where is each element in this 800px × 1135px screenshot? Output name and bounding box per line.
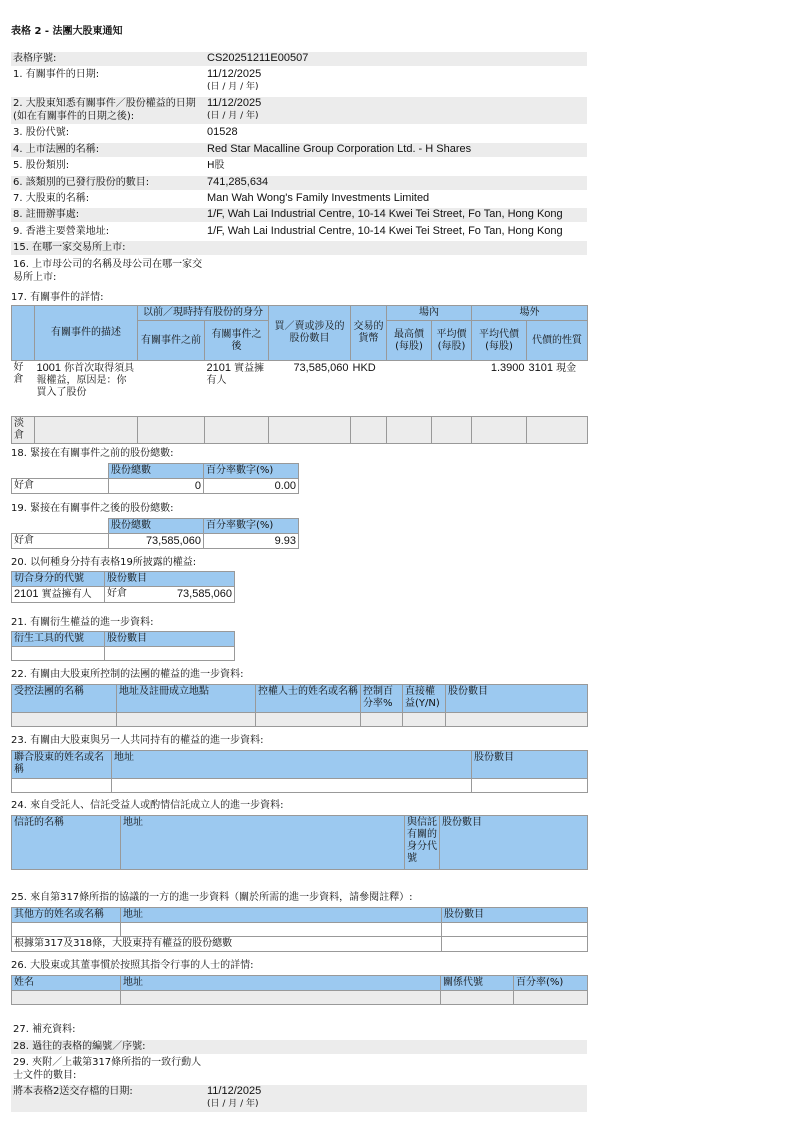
s22-title: 22. 有關由大股東所控制的法團的權益的進一步資料: (11, 669, 244, 680)
s26-table (11, 975, 588, 1005)
s25-title: 25. 來自第317條所指的協議的一方的進一步資料（關於所需的進一步資料，請參閱註釋）: (11, 892, 413, 903)
s20-table (11, 571, 235, 603)
s26-h-pct: 百分率(%) (514, 976, 588, 991)
s17-h-avgcons: 平均代價(每股) (472, 321, 527, 361)
exchange-row (11, 241, 587, 255)
s19-table (11, 518, 299, 549)
s17-event-code: 1001 (36, 362, 61, 374)
exchange-value (204, 241, 587, 255)
s17-shares: 73,585,060 (293, 362, 349, 374)
s17-h-nature: 代價的性質 (527, 321, 588, 361)
s28-row (11, 1040, 587, 1054)
s19-h-total: 股份總數 (109, 519, 204, 534)
s17-h-after: 有關事件之後 (205, 321, 269, 361)
s17-h-avg: 平均價(每股) (432, 321, 472, 361)
company-name-value: Red Star Macalline Group Corporation Ltd. - H Shares (207, 143, 472, 155)
s20-pos: 好倉 (107, 588, 127, 599)
s21-title: 21. 有關衍生權益的進一步資料: (11, 617, 154, 628)
registered-office-value: 1/F, Wah Lai Industrial Centre, 10-14 Kwei Tei Street, Fo Tan, Hong Kong (207, 208, 563, 220)
s21-table (11, 631, 235, 661)
serial-row (11, 52, 587, 66)
s17-event-desc: 你首次取得須具報權益，原因是：你買入了股份 (36, 363, 135, 398)
parent-label: 16. 上市母公司的名稱及母公司在哪一家交易所上市: (13, 259, 203, 283)
s18-title: 18. 緊接在有關事件之前的股份總數: (11, 448, 174, 459)
s17-h-event: 有關事件的描述 (35, 306, 138, 361)
s17-currency: HKD (352, 362, 376, 374)
hk-address-label: 9. 香港主要營業地址: (13, 226, 110, 237)
s23-h-name: 聯合股東的姓名或名稱 (12, 751, 112, 779)
registered-office-label: 8. 註冊辦事處: (13, 209, 80, 220)
parent-row (11, 258, 587, 285)
s17-h-before: 有關事件之前 (138, 321, 205, 361)
s22-h-direct: 直接權益(Y/N) (403, 685, 446, 713)
s19-pct: 9.93 (204, 534, 299, 549)
event-date-value: 11/12/2025 (207, 68, 262, 80)
s17-table (11, 305, 588, 444)
s20-h-code: 切合身分的代號 (12, 572, 105, 587)
s20-title: 20. 以何種身分持有表格19所披露的權益: (11, 557, 197, 568)
s17-h-shares: 買／賣或涉及的股份數目 (269, 306, 351, 361)
aware-date-value: 11/12/2025 (207, 97, 262, 109)
s25-total-label: 根據第317及318條，大股東持有權益的股份總數 (12, 937, 442, 952)
s17-avg-cons: 1.3900 (490, 362, 525, 374)
s20-code: 2101 (14, 588, 39, 600)
aware-date-format: (日 / 月 / 年) (207, 111, 259, 121)
registered-office-row (11, 208, 587, 222)
event-date-row (11, 68, 587, 94)
aware-date-row (11, 97, 587, 124)
s17-h-capacity: 以前／現時持有股份的身分 (138, 306, 269, 321)
s20-num: 73,585,060 (176, 588, 232, 600)
filing-date-row (11, 1085, 587, 1112)
s20-h-num: 股份數目 (105, 572, 235, 587)
s26-h-addr: 地址 (121, 976, 441, 991)
s17-nature-code: 3101 (528, 362, 553, 374)
share-class-value: H股 (207, 160, 225, 171)
s19-title: 19. 緊接在有關事件之後的股份總數: (11, 503, 174, 514)
s24-h-role: 與信託有關的身分代號 (405, 816, 440, 870)
s28-title: 28. 過往的表格的編號／序號: (13, 1041, 146, 1052)
s25-h-name: 其他方的姓名或名稱 (12, 908, 121, 923)
s18-pct: 0.00 (204, 479, 299, 494)
s24-h-name: 信託的名稱 (12, 816, 121, 870)
s27-row (11, 1023, 587, 1037)
s17-h-high: 最高價(每股) (387, 321, 432, 361)
s29-title: 29. 夾附／上載第317條所指的一致行動人士文件的數目: (13, 1057, 202, 1081)
stock-code-row (11, 126, 587, 140)
s22-h-name: 受控法團的名稱 (12, 685, 117, 713)
s22-table (11, 684, 588, 727)
serial-label: 表格序號: (13, 53, 57, 64)
issued-shares-label: 6. 該類別的已發行股份的數目: (13, 177, 150, 188)
hk-address-row (11, 225, 587, 239)
s17-h-currency: 交易的貨幣 (351, 306, 387, 361)
event-date-format: (日 / 月 / 年) (207, 82, 259, 92)
s22-h-num: 股份數目 (446, 685, 588, 713)
s25-h-num: 股份數目 (442, 908, 588, 923)
s17-title: 17. 有關事件的詳情: (11, 292, 104, 303)
s25-table (11, 907, 588, 952)
shareholder-name-value: Man Wah Wong's Family Investments Limited (207, 192, 430, 204)
s23-h-num: 股份數目 (472, 751, 588, 779)
event-date-label: 1. 有關事件的日期: (13, 69, 100, 80)
shareholder-name-label: 7. 大股東的名稱: (13, 193, 90, 204)
s17-nature-desc: 現金 (556, 363, 577, 374)
filing-date-label: 將本表格2送交存檔的日期: (13, 1086, 133, 1097)
s24-table (11, 815, 588, 870)
s17-h-onex: 場內 (387, 306, 472, 321)
filing-date-value: 11/12/2025 (207, 1085, 262, 1097)
s17-long-label: 好倉 (13, 362, 24, 385)
s17-short-row (12, 417, 588, 444)
s22-h-addr: 地址及註冊成立地點 (117, 685, 256, 713)
stock-code-value: 01528 (207, 126, 238, 138)
s23-title: 23. 有關由大股東與另一人共同持有的權益的進一步資料: (11, 735, 264, 746)
hk-address-value: 1/F, Wah Lai Industrial Centre, 10-14 Kwei Tei Street, Fo Tan, Hong Kong (207, 225, 563, 237)
filing-date-format: (日 / 月 / 年) (207, 1099, 259, 1109)
serial-value: CS20251211E00507 (207, 52, 309, 64)
s22-h-controller: 控權人士的姓名或名稱 (256, 685, 361, 713)
s29-row (11, 1056, 587, 1083)
s27-title: 27. 補充資料: (13, 1024, 76, 1035)
s18-table (11, 463, 299, 494)
company-name-label: 4. 上市法團的名稱: (13, 144, 100, 155)
shareholder-name-row (11, 192, 587, 206)
s23-table (11, 750, 588, 793)
form-title: 表格 2 - 法團大股東通知 (11, 26, 123, 37)
company-name-row (11, 143, 587, 157)
s20-desc: 實益擁有人 (41, 589, 92, 600)
share-class-label: 5. 股份類別: (13, 160, 70, 171)
s18-total: 0 (109, 479, 204, 494)
s18-label: 好倉 (12, 479, 109, 494)
s25-h-addr: 地址 (121, 908, 442, 923)
stock-code-label: 3. 股份代號: (13, 127, 70, 138)
s17-long-row (12, 361, 588, 417)
s23-h-addr: 地址 (112, 751, 472, 779)
s21-h-num: 股份數目 (105, 632, 235, 647)
s18-h-pct: 百分率數字(%) (204, 464, 299, 479)
s19-h-pct: 百分率數字(%) (204, 519, 299, 534)
s22-h-pct: 控制百分率% (361, 685, 403, 713)
s17-short-label: 淡倉 (12, 417, 35, 444)
parent-value (204, 258, 587, 285)
exchange-label: 15. 在哪一家交易所上市: (13, 242, 126, 253)
s19-total: 73,585,060 (109, 534, 204, 549)
issued-shares-value: 741,285,634 (207, 176, 269, 188)
s17-after-desc: 實益擁有人 (206, 363, 265, 386)
share-class-row (11, 159, 587, 173)
s24-title: 24. 來自受託人、信託受益人或酌情信託成立人的進一步資料: (11, 800, 284, 811)
s18-h-total: 股份總數 (109, 464, 204, 479)
s24-h-num: 股份數目 (440, 816, 588, 870)
s19-label: 好倉 (12, 534, 109, 549)
s24-h-addr: 地址 (121, 816, 405, 870)
s21-h-tool: 衍生工具的代號 (12, 632, 105, 647)
s26-h-rel: 關係代號 (441, 976, 514, 991)
s17-after-code: 2101 (206, 362, 231, 374)
s26-title: 26. 大股東或其董事慣於按照其指令行事的人士的詳情: (11, 960, 254, 971)
s26-h-name: 姓名 (12, 976, 121, 991)
issued-shares-row (11, 176, 587, 190)
s17-h-offex: 場外 (472, 306, 588, 321)
aware-date-label: 2. 大股東知悉有關事件／股份權益的日期 (如在有關事件的日期之後): (13, 98, 196, 122)
